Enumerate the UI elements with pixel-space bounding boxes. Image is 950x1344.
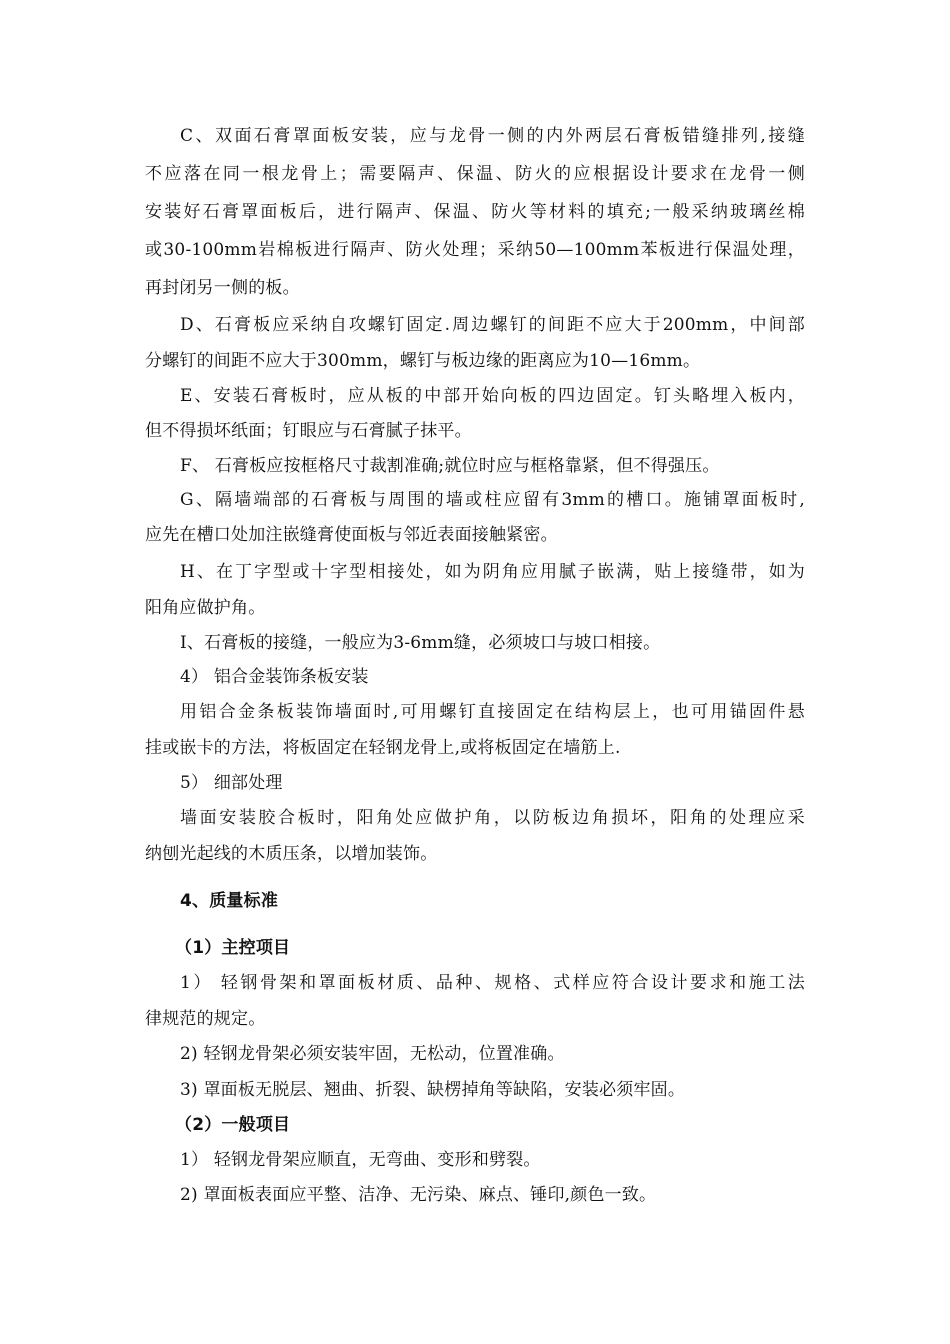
paragraph-f: F、 石膏板应按框格尺寸裁割准确;就位时应与框格靠紧，但不得强压。 [180, 456, 720, 476]
general-items-heading: （2）一般项目 [175, 1115, 291, 1135]
general-item-2: 2) 罩面板表面应平整、洁净、无污染、麻点、锤印,颜色一致。 [180, 1185, 657, 1205]
paragraph-e-line-1: E、安装石膏板时，应从板的中部开始向板的四边固定。钉头略埋入板内， [180, 386, 805, 406]
paragraph-g-line-2: 应先在槽口处加注嵌缝膏使面板与邻近表面接触紧密。 [145, 525, 558, 545]
paragraph-c-line-5: 再封闭另一侧的板。 [145, 278, 300, 298]
paragraph-e-line-2: 但不得损坏纸面；钉眼应与石膏腻子抹平。 [145, 421, 472, 441]
quality-standard-heading: 4、质量标准 [180, 891, 279, 911]
paragraph-c-line-3: 安装好石膏罩面板后，进行隔声、保温、防火等材料的填充;一般采纳玻璃丝棉 [145, 202, 805, 222]
general-item-1: 1） 轻钢龙骨架应顺直，无弯曲、变形和劈裂。 [180, 1150, 541, 1170]
section-4-line-2: 挂或嵌卡的方法，将板固定在轻钢龙骨上,或将板固定在墙筋上. [145, 738, 621, 758]
main-item-2: 2) 轻钢龙骨架必须安装牢固，无松动，位置准确。 [180, 1044, 565, 1064]
paragraph-d-line-2: 分螺钉的间距不应大于300mm，螺钉与板边缘的距离应为10—16mm。 [145, 351, 701, 371]
main-item-1-line-1: 1） 轻钢骨架和罩面板材质、品种、规格、式样应符合设计要求和施工法 [180, 973, 805, 993]
section-5-line-2: 纳刨光起线的木质压条，以增加装饰。 [145, 844, 438, 864]
section-5-line-1: 墙面安装胶合板时，阳角处应做护角，以防板边角损坏，阳角的处理应采 [180, 808, 805, 828]
paragraph-c-line-4: 或30-100mm岩棉板进行隔声、防火处理；采纳50—100mm苯板进行保温处理， [145, 240, 805, 260]
paragraph-g-line-1: G、隔墙端部的石膏板与周围的墙或柱应留有3mm的槽口。施铺罩面板时, [180, 490, 805, 510]
paragraph-h-line-2: 阳角应做护角。 [145, 598, 266, 618]
main-item-3: 3) 罩面板无脱层、翘曲、折裂、缺楞掉角等缺陷，安装必须牢固。 [180, 1080, 686, 1100]
paragraph-c-line-1: C、双面石膏罩面板安装，应与龙骨一侧的内外两层石膏板错缝排列,接缝 [180, 126, 805, 146]
paragraph-h-line-1: H、在丁字型或十字型相接处，如为阴角应用腻子嵌满，贴上接缝带，如为 [180, 562, 805, 582]
section-4-heading: 4） 铝合金装饰条板安装 [180, 667, 369, 687]
main-control-heading: （1）主控项目 [175, 938, 291, 958]
paragraph-c-line-2: 不应落在同一根龙骨上；需要隔声、保温、防火的应根据设计要求在龙骨一侧 [145, 164, 805, 184]
section-5-heading: 5） 细部处理 [180, 773, 283, 793]
paragraph-i: I、石膏板的接缝，一般应为3-6mm缝，必须坡口与坡口相接。 [180, 633, 661, 653]
main-item-1-line-2: 律规范的规定。 [145, 1009, 266, 1029]
section-4-line-1: 用铝合金条板装饰墙面时,可用螺钉直接固定在结构层上，也可用锚固件悬 [180, 702, 805, 722]
paragraph-d-line-1: D、石膏板应采纳自攻螺钉固定.周边螺钉的间距不应大于200mm，中间部 [180, 315, 805, 335]
